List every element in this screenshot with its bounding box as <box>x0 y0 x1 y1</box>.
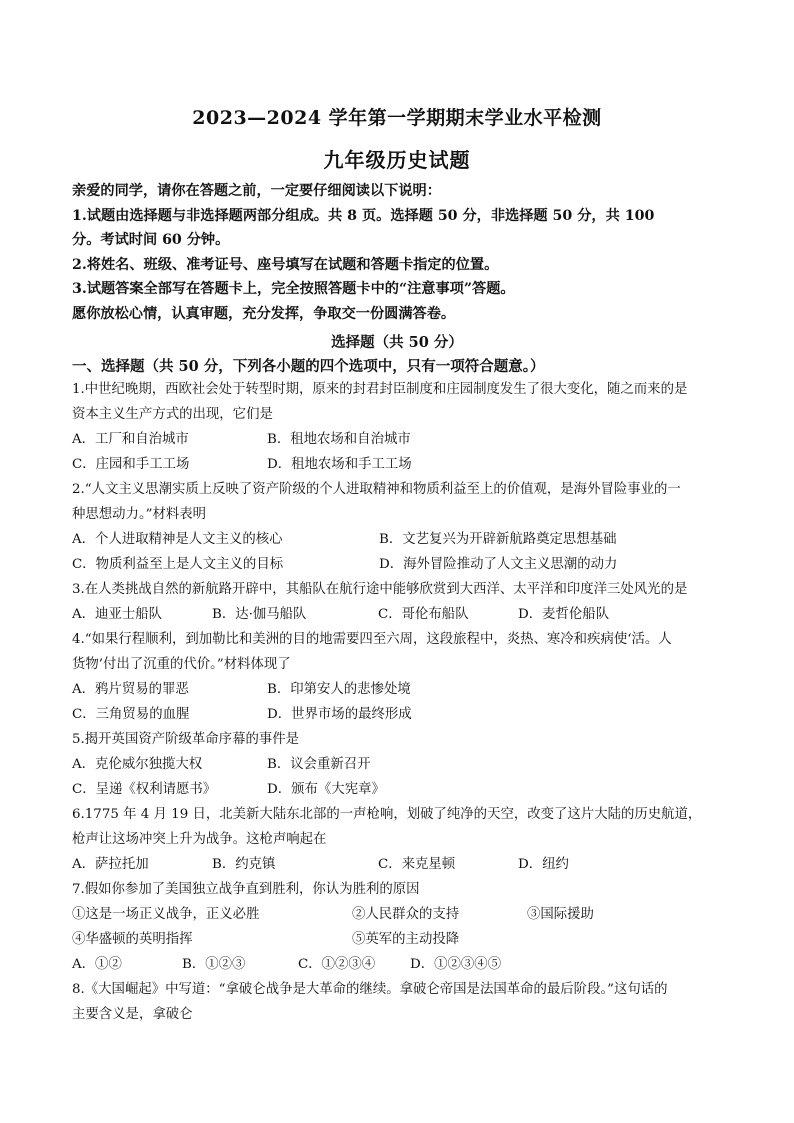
answer-option: C．呈递《权利请愿书》 <box>72 782 217 797</box>
answer-option: C．①②③④ <box>298 957 376 972</box>
question-stem: 4.“如果行程顺利，到加勒比和美洲的目的地需要四至六周，这段旅程中，炎热、寒冷和疾病使‘活。人 <box>72 632 672 647</box>
question <box>72 577 732 627</box>
answer-option: B．①②③ <box>182 957 246 972</box>
answer-option: A．迪亚士船队 <box>72 607 163 622</box>
answer-option: B．文艺复兴为开辟新航路奠定思想基础 <box>379 532 617 547</box>
question-stem: 枪声让这场冲突上升为战争。这枪声响起在 <box>72 832 327 847</box>
option-row <box>72 527 732 552</box>
option-row <box>72 452 732 477</box>
option-row <box>72 602 732 627</box>
exam-title: 2023—2024 学年第一学期期末学业水平检测 <box>192 107 602 129</box>
option-row <box>72 852 732 877</box>
answer-option: D．海外冒险推动了人文主义思潮的动力 <box>379 557 618 572</box>
answer-option: C．物质利益至上是人文主义的目标 <box>72 557 284 572</box>
option-row <box>72 952 732 977</box>
option-row <box>72 927 732 952</box>
instruction-line: 亲爱的同学，请你在答题之前，一定要仔细阅读以下说明： <box>72 183 441 199</box>
answer-option: A．工厂和自治城市 <box>72 432 189 447</box>
option-row <box>72 552 732 577</box>
answer-option: A．①② <box>72 957 122 972</box>
answer-option: B．达·伽马船队 <box>212 607 307 622</box>
option-row <box>72 677 732 702</box>
question-stem: 8.《大国崛起》中写道：“拿破仑战争是大革命的继续。拿破仑帝国是法国革命的最后阶段。”这句话的 <box>72 982 668 997</box>
answer-option: D．纽约 <box>518 857 569 872</box>
question-stem: 资本主义生产方式的出现，它们是 <box>72 407 273 422</box>
answer-option: A．个人进取精神是人文主义的核心 <box>72 532 283 547</box>
section-heading: 一、选择题（共 50 分，下列各小题的四个选项中，只有一项符合题意。） <box>72 358 545 375</box>
question <box>72 727 732 802</box>
option-row <box>72 702 732 727</box>
question <box>72 802 732 877</box>
question-list <box>72 377 732 1027</box>
answer-option: A．克伦威尔独揽大权 <box>72 757 203 772</box>
instruction-line: 愿你放松心情，认真审题，充分发挥，争取交一份圆满答卷。 <box>72 305 456 322</box>
question-stem: 1.中世纪晚期，西欧社会处于转型时期，原来的封君封臣制度和庄园制度发生了很大变化，随之而来的是 <box>72 382 688 397</box>
question <box>72 377 732 477</box>
instructions <box>72 179 732 326</box>
answer-option: A．鸦片贸易的罪恶 <box>72 682 189 697</box>
question-stem: 6.1775 年 4 月 19 日，北美新大陆东北部的一声枪响，划破了纯净的天空，改变了这片大陆的历史航道， <box>72 807 702 822</box>
answer-option: D．颁布《大宪章》 <box>267 782 385 797</box>
option-row <box>72 777 732 802</box>
answer-option: B．议会重新召开 <box>267 757 371 772</box>
question <box>72 627 732 727</box>
answer-option: ⑤英军的主动投降 <box>352 932 460 947</box>
question-stem: 种思想动力。”材料表明 <box>72 507 207 522</box>
instruction-line: 1.试题由选择题与非选择题两部分组成。共 8 页。选择题 50 分，非选择题 50 分，共 100 <box>72 207 655 224</box>
answer-option: ④华盛顿的英明指挥 <box>72 932 193 947</box>
question-stem: 3.在人类挑战自然的新航路开辟中，其船队在航行途中能够欣赏到大西洋、太平洋和印度洋三处风光的是 <box>72 582 688 597</box>
question-stem: 货物’付出了沉重的代价。”材料体现了 <box>72 657 291 672</box>
answer-option: B．约克镇 <box>212 857 276 872</box>
question-stem: 2.“人文主义思潮实质上反映了资产阶级的个人进取精神和物质利益至上的价值观，是海外冒险事业的一 <box>72 482 681 497</box>
question <box>72 877 732 977</box>
answer-option: D．①②③④⑤ <box>410 957 502 972</box>
instruction-line: 3.试题答案全部写在答题卡上，完全按照答题卡中的“注意事项”答题。 <box>72 281 515 297</box>
answer-option: D．麦哲伦船队 <box>518 607 610 622</box>
answer-option: ①这是一场正义战争，正义必胜 <box>72 907 260 922</box>
question-stem: 5.揭开英国资产阶级革命序幕的事件是 <box>72 732 300 747</box>
option-row <box>72 427 732 452</box>
option-row <box>72 902 732 927</box>
exam-subtitle: 九年级历史试题 <box>323 148 471 172</box>
answer-option: B．印第安人的悲惨处境 <box>267 682 411 697</box>
instruction-line: 分。考试时间 60 分钟。 <box>72 232 230 248</box>
answer-option: C．庄园和手工工场 <box>72 457 190 472</box>
answer-option: C．三角贸易的血腥 <box>72 707 190 722</box>
question <box>72 977 732 1027</box>
question-stem: 主要含义是，拿破仑 <box>72 1007 193 1022</box>
answer-option: ③国际援助 <box>527 907 594 922</box>
answer-option: ②人民群众的支持 <box>352 907 460 922</box>
option-row <box>72 752 732 777</box>
answer-option: C．哥伦布船队 <box>378 607 469 622</box>
answer-option: D．租地农场和手工工场 <box>267 457 412 472</box>
answer-option: D．世界市场的最终形成 <box>267 707 412 722</box>
answer-option: A．萨拉托加 <box>72 857 149 872</box>
question <box>72 477 732 577</box>
section-title: 选择题（共 50 分） <box>331 334 463 351</box>
instruction-line: 2.将姓名、班级、准考证号、座号填写在试题和答题卡指定的位置。 <box>72 256 499 273</box>
answer-option: B．租地农场和自治城市 <box>267 432 411 447</box>
question-stem: 7.假如你参加了美国独立战争直到胜利，你认为胜利的原因 <box>72 882 420 897</box>
answer-option: C．来克星顿 <box>378 857 456 872</box>
